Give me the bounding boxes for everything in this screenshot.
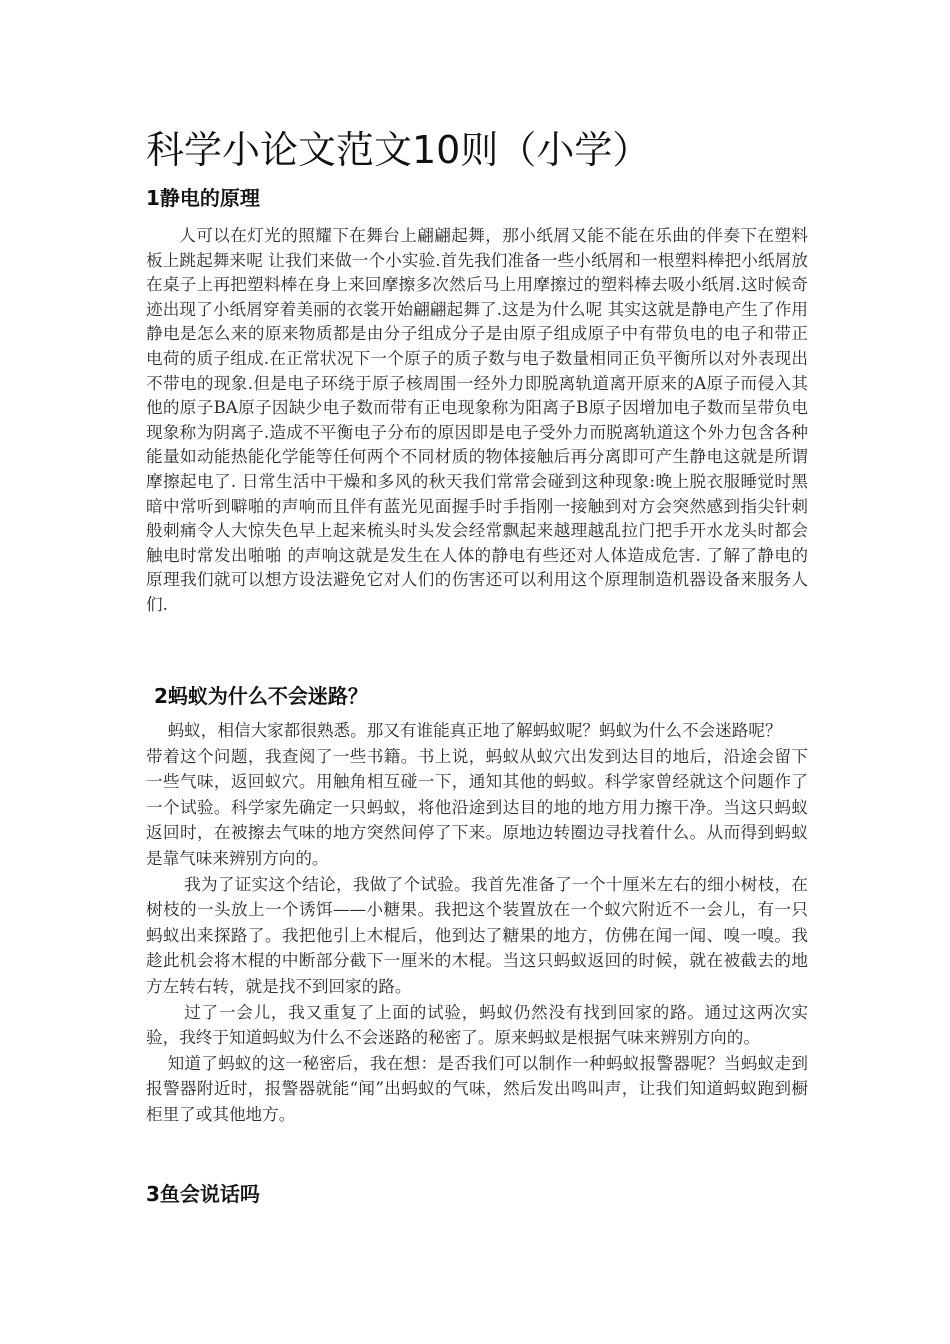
section-heading-static-electricity: 1静电的原理: [146, 186, 260, 210]
paragraph: 带着这个问题，我查阅了一些书籍。书上说，蚂蚁从蚁穴出发到达目的地后，沿途会留下一些气味，返回蚁穴。用触角相互碰一下，通知其他的蚂蚁。科学家曾经就这个问题作了一个试验。科学家先确定一只蚂蚁，将他沿途到达目的地的地方用力擦干净。当这只蚂蚁返回时，在被擦去气味的地方突然间停了下来。原地边转圈边寻找着什么。从而得到蚂蚁是靠气味来辨别方向的。: [146, 746, 808, 868]
paragraph: 知道了蚂蚁的这一秘密后，我在想：是否我们可以制作一种蚂蚁报警器呢？当蚂蚁走到报警器附近时，报警器就能“闻”出蚂蚁的气味，然后发出鸣叫声，让我们知道蚂蚁跑到橱柜里了或其他地方。: [146, 1053, 808, 1124]
paragraph: 过了一会儿，我又重复了上面的试验，蚂蚁仍然没有找到回家的路。通过这两次实验，我终于知道蚂蚁为什么不会迷路的秘密了。原来蚂蚁是根据气味来辨别方向的。: [146, 1002, 808, 1048]
paragraph: 我为了证实这个结论，我做了个试验。我首先准备了一个十厘米左右的细小树枝，在树枝的一头放上一个诱饵——小糖果。我把这个装置放在一个蚁穴附近不一会儿，有一只蚂蚁出来探路了。我把他引上木棍后，他到达了糖果的地方，仿佛在闻一闻、嗅一嗅。我趁此机会将木棍的中断部分截下一厘米的木棍。当这只蚂蚁返回的时候，就在被截去的地方左转右转，就是找不到回家的路。: [146, 874, 808, 996]
section-body-static-electricity: [146, 224, 808, 618]
paragraph: 蚂蚁，相信大家都很熟悉。那又有谁能真正地了解蚂蚁呢？蚂蚁为什么不会迷路呢？: [167, 721, 782, 740]
section-body-ants: [146, 718, 808, 1128]
section-heading-fish: 3鱼会说话吗: [146, 1182, 260, 1206]
section-heading-ants: 2蚂蚁为什么不会迷路？: [154, 684, 368, 708]
paragraph: 人可以在灯光的照耀下在舞台上翩翩起舞，那小纸屑又能不能在乐曲的伴奏下在塑料板上跳起舞来呢 让我们来做一个小实验.首先我们准备一些小纸屑和一根塑料棒把小纸屑放在桌子上再把塑料棒在身上来回摩擦多次然后马上用摩擦过的塑料棒去吸小纸屑.这时候奇迹出现了小纸屑穿着美丽的衣裳开始翩翩起舞了.这是为什么呢 其实这就是静电产生了作用静电是怎么来的原来物质都是由分子组成分子是由原子组成原子中有带负电的电子和带正电荷的质子组成.在正常状况下一个原子的质子数与电子数量相同正负平衡所以对外表现出不带电的现象.但是电子环绕于原子核周围一经外力即脱离轨道离开原来的A原子而侵入其他的原子BA原子因缺少电子数而带有正电现象称为阳离子B原子因增加电子数而呈带负电现象称为阴离子.造成不平衡电子分布的原因即是电子受外力而脱离轨道这个外力包含各种能量如动能热能化学能等任何两个不同材质的物体接触后再分离即可产生静电这就是所谓摩擦起电了. 日常生活中干燥和多风的秋天我们常常会碰到这种现象:晚上脱衣服睡觉时黑暗中常听到噼啪的声响而且伴有蓝光见面握手时手指刚一接触到对方会突然感到指尖针刺般刺痛令人大惊失色早上起来梳头时头发会经常飘起来越理越乱拉门把手开水龙头时都会触电时常发出啪啪 的声响这就是发生在人体的静电有些还对人体造成危害. 了解了静电的原理我们就可以想方设法避免它对人们的伤害还可以利用这个原理制造机器设备来服务人们.: [146, 226, 808, 614]
page-title: 科学小论文范文10则（小学）: [146, 128, 651, 172]
